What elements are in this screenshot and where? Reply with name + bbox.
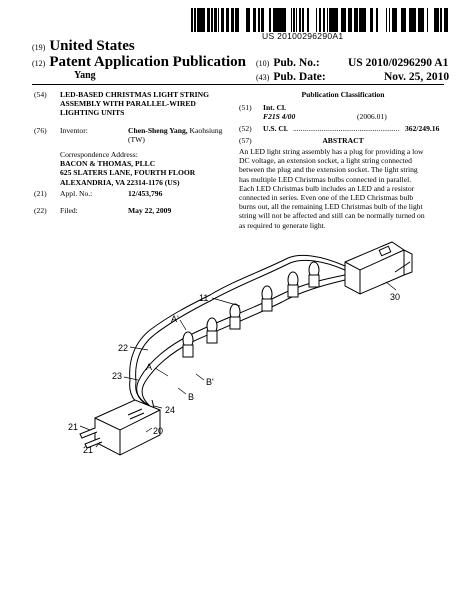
correspondence-label: Correspondence Address:	[60, 150, 138, 159]
address-line: 625 SLATERS LANE, FOURTH FLOOR	[60, 168, 196, 178]
abstract-line: as required to generate light.	[239, 220, 326, 230]
us-cl-label: U.S. Cl.	[263, 124, 288, 133]
led-bulb	[207, 318, 217, 343]
appl-no-value: 12/453,796	[128, 189, 163, 198]
inventor-name-text: Chen-Sheng Yang,	[128, 126, 188, 135]
title-line: ASSEMBLY WITH PARALLEL-WIRED	[60, 99, 196, 109]
led-bulb	[183, 332, 193, 357]
led-bulbs	[183, 262, 319, 357]
extension-socket	[345, 242, 412, 294]
filed-label: Filed:	[60, 206, 78, 215]
inventor-country: (TW)	[128, 135, 145, 144]
inventor-city: Kaohsiung	[187, 126, 223, 135]
code-10: (10)	[256, 59, 270, 68]
invention-title	[60, 90, 209, 118]
code-12: (12)	[32, 59, 46, 68]
code-21: (21)	[34, 189, 47, 198]
correspondence-address	[60, 159, 240, 187]
code-22: (22)	[34, 206, 47, 215]
led-bulb	[309, 262, 319, 287]
ref-label-21: 21	[68, 422, 79, 432]
abstract-header-line	[239, 136, 447, 145]
code-54: (54)	[34, 90, 47, 99]
ref-label-a-prime: A'	[171, 314, 179, 324]
correspondence-block	[60, 150, 240, 187]
code-52: (52)	[239, 124, 252, 133]
code-51: (51)	[239, 103, 252, 112]
ref-label-b: B	[188, 392, 195, 402]
int-cl-label: Int. Cl.	[263, 103, 286, 112]
address-line: ALEXANDRIA, VA 22314-1176 (US)	[60, 177, 180, 187]
barcode	[190, 8, 448, 32]
abstract-line: DC voltage, an extension socket, a light string connected	[239, 156, 412, 166]
country: United States	[49, 38, 135, 54]
abstract-line: between the plug and the extension socket. The light string	[239, 165, 418, 175]
title-line: LIGHTING UNITS	[60, 108, 125, 118]
ref-label-30: 30	[390, 292, 401, 302]
pub-date-line	[256, 71, 450, 83]
abstract-line: connected in series. Even one of the LED Christmas bulb	[239, 193, 414, 203]
pub-no-line	[256, 57, 449, 69]
address-line: BACON & THOMAS, PLLC	[60, 159, 156, 169]
abstract-header: ABSTRACT	[322, 136, 364, 145]
ref-label-22: 22	[118, 343, 129, 353]
ref-label-b-prime: B'	[206, 377, 214, 387]
appl-no-label: Appl. No.:	[60, 189, 93, 198]
inventor-label: Inventor:	[60, 126, 88, 135]
code-57: (57)	[239, 136, 252, 145]
ref-label-23: 23	[112, 371, 123, 381]
ref-label-a: A	[146, 362, 153, 372]
pub-no-value: US 2010/0296290 A1	[348, 57, 449, 69]
int-cl-class: F21S 4/00	[263, 112, 296, 121]
pub-class-header: Publication Classification	[301, 90, 385, 99]
code-19: (19)	[32, 43, 46, 52]
ref-label-11: 11	[199, 293, 209, 303]
header-rule	[32, 84, 444, 85]
classification-block	[239, 90, 447, 99]
ref-label-21-lower: 21	[83, 445, 94, 455]
pub-date-value: Nov. 25, 2010	[384, 71, 450, 83]
barcode-pub-number: US 20100296290A1	[262, 31, 344, 41]
int-cl-year: (2006.01)	[357, 112, 387, 121]
country-line	[32, 38, 135, 55]
abstract-line: burns out, all the remaining LED Christmas bulb of the light	[239, 202, 423, 212]
inventor-name	[128, 126, 222, 135]
abstract-line: An LED light string assembly has a plug for providing a low	[239, 147, 424, 156]
doc-type: Patent Application Publication	[49, 54, 247, 70]
doc-type-line	[32, 54, 246, 71]
us-cl-value: 362/249.16	[405, 124, 440, 133]
patent-figure	[0, 220, 474, 470]
pub-no-label: Pub. No.:	[273, 57, 320, 69]
us-cl-block	[239, 124, 447, 133]
pub-date-label: Pub. Date:	[273, 71, 326, 83]
ref-label-24: 24	[165, 405, 176, 415]
int-cl-block	[239, 103, 447, 121]
code-43: (43)	[256, 73, 270, 82]
abstract-line: Each LED Christmas bulb includes an LED and a resistor	[239, 183, 415, 193]
abstract-line: has multiple LED Christmas bulbs connected in parallel.	[239, 174, 412, 184]
title-line: LED-BASED CHRISTMAS LIGHT STRING	[60, 90, 210, 99]
abstract-line: string will not be affected and still can be normally turned on	[239, 211, 425, 221]
us-cl-dots: ........................................................	[293, 124, 400, 133]
led-bulb	[288, 272, 298, 297]
ref-label-20: 20	[153, 426, 164, 436]
led-bulb	[262, 286, 272, 311]
code-76: (76)	[34, 126, 47, 135]
inventor-short: Yang	[74, 70, 96, 81]
filed-value: May 22, 2009	[128, 206, 172, 215]
led-bulb	[230, 304, 240, 329]
abstract-text	[239, 147, 447, 230]
